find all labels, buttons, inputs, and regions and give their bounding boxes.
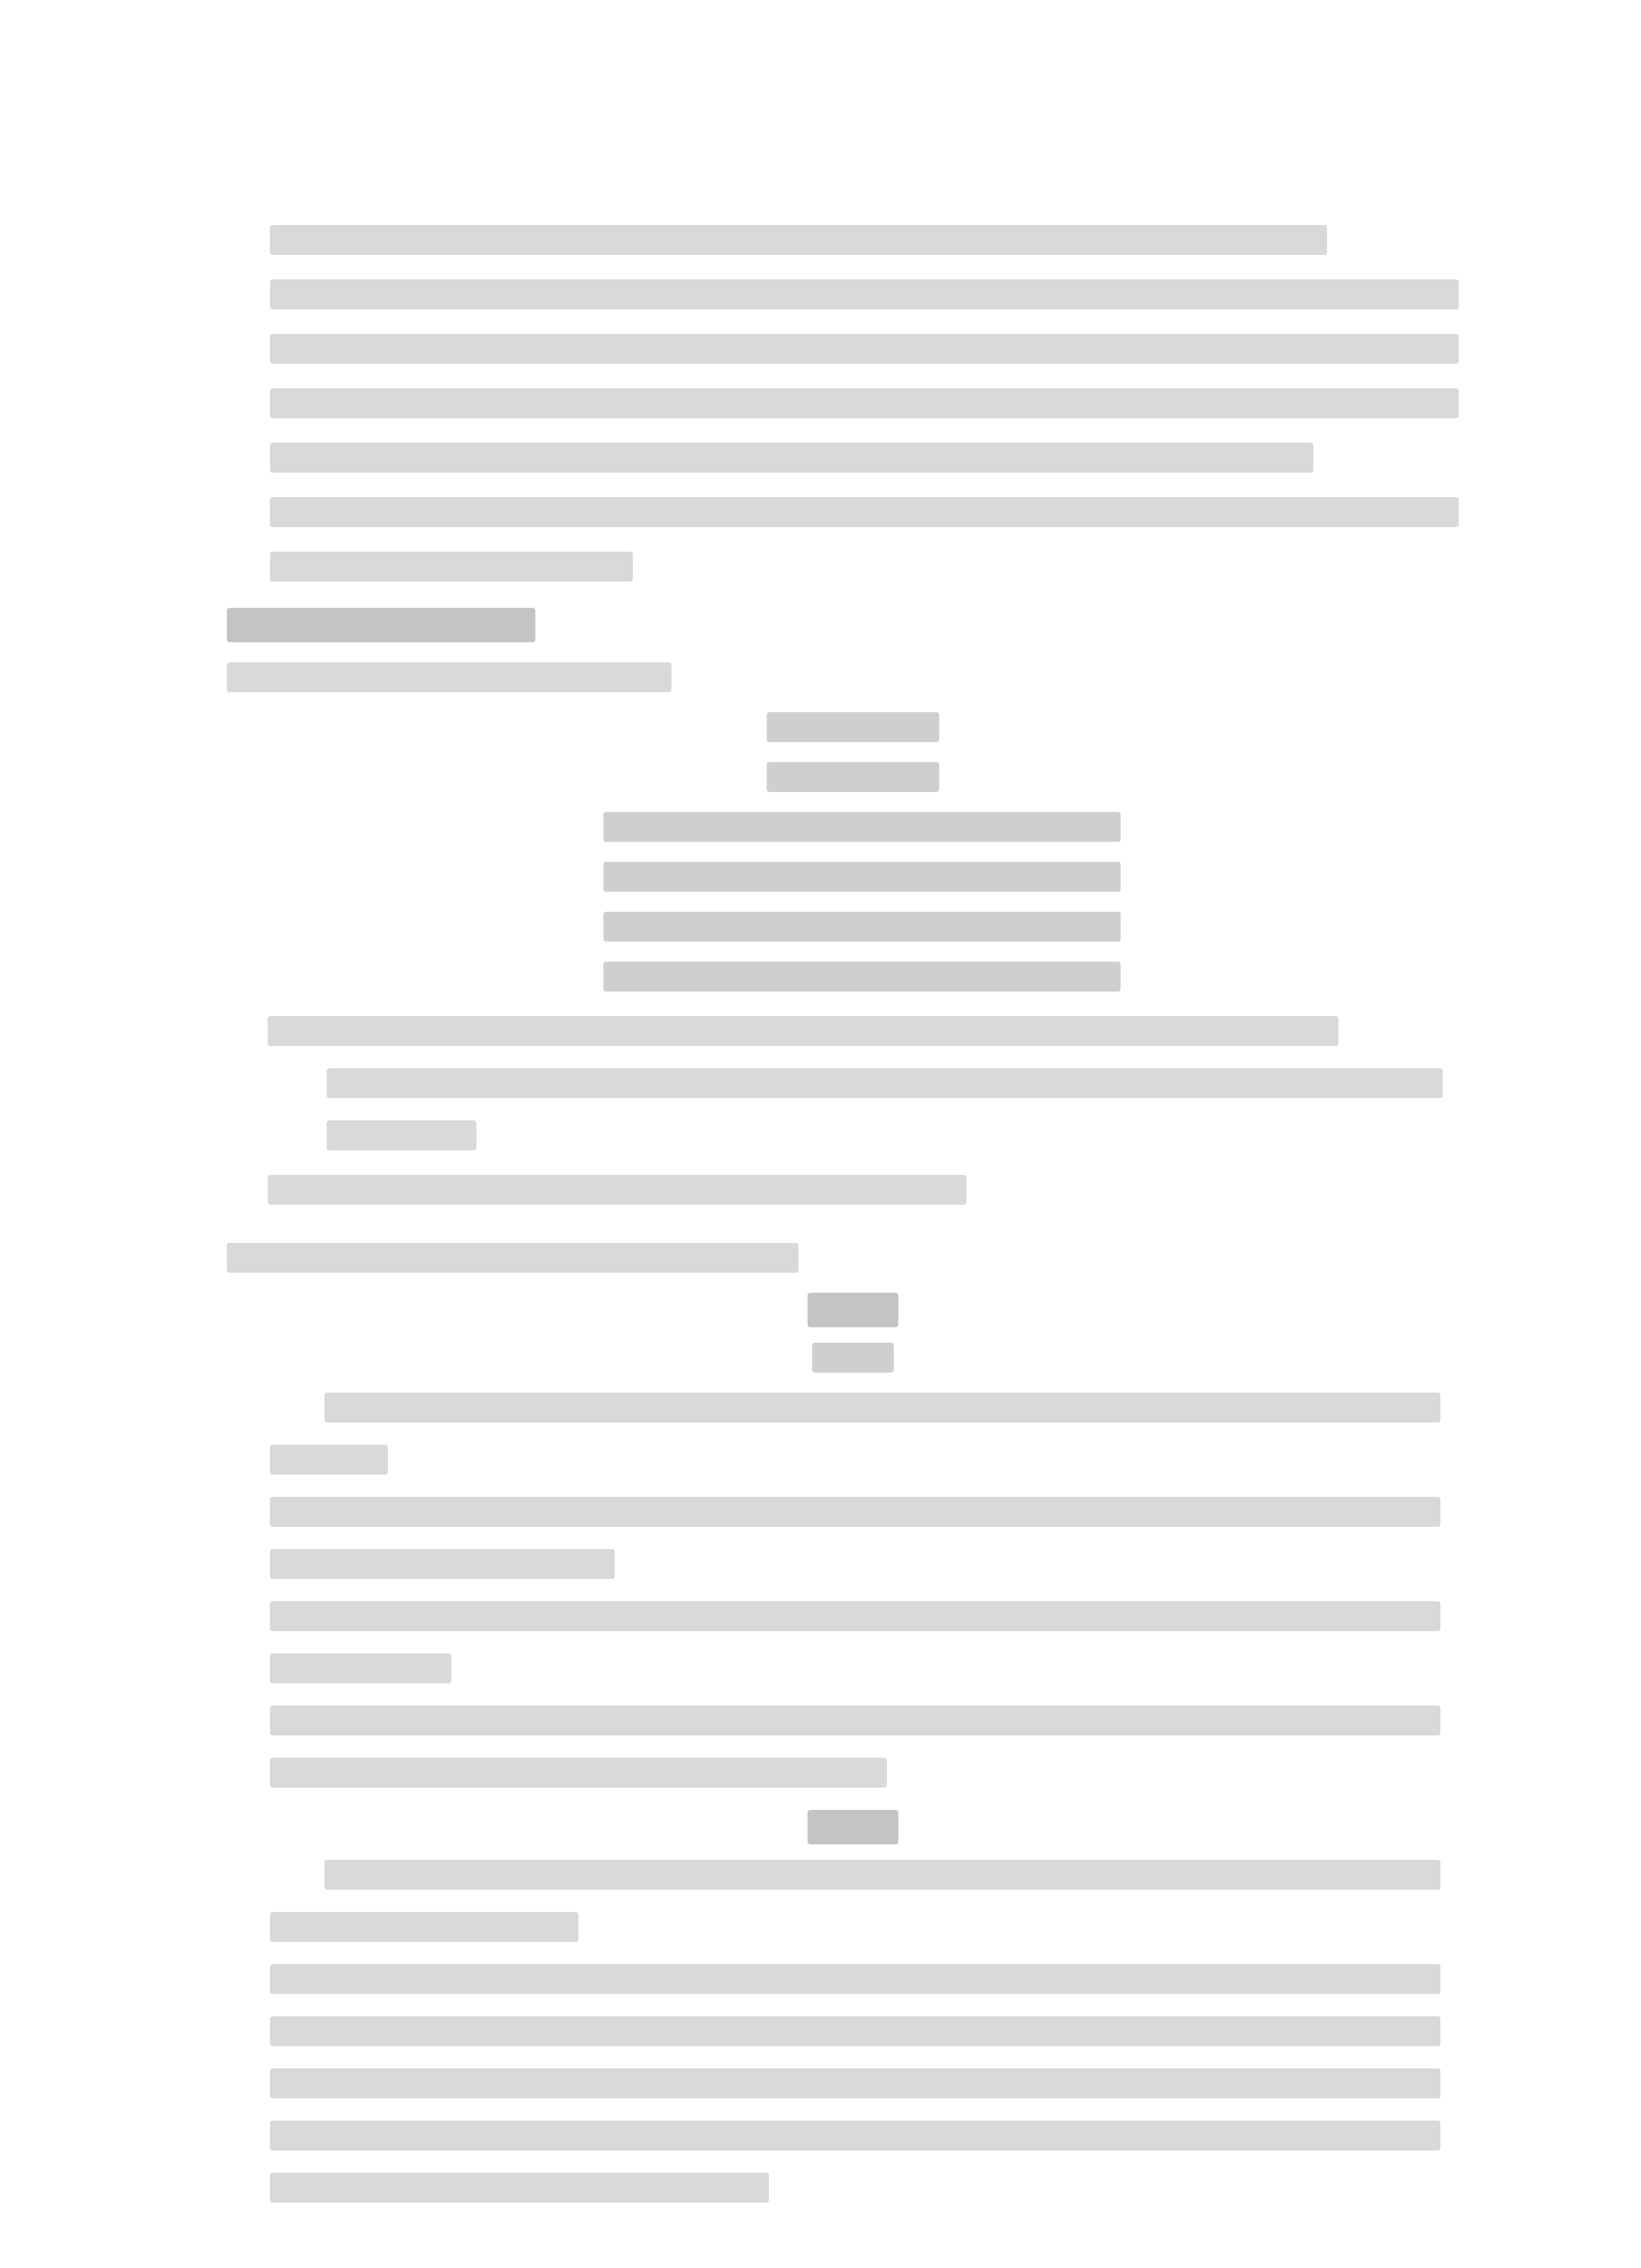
text-line [270,443,1313,473]
passage-line [270,1912,578,1942]
subquestion-line [327,1120,476,1150]
passage-label [808,1810,898,1844]
poem-line [603,862,1121,892]
passage-line [270,2121,1440,2151]
section-heading [227,608,535,642]
passage-line [270,2068,1440,2098]
question-line [227,662,671,692]
passage-label [808,1293,898,1327]
poem-line [603,812,1121,842]
poem-line [603,912,1121,942]
passage-line [270,1601,1440,1631]
passage-line [270,2173,769,2203]
passage-line [270,1964,1440,1994]
passage-line [324,1393,1440,1422]
passage-line [270,1445,388,1475]
poem-line [603,962,1121,992]
subquestion-line [327,1068,1443,1098]
passage-line [270,1758,887,1788]
passage-line [270,1653,451,1683]
subquestion-line [268,1175,966,1205]
passage-line [270,2016,1440,2046]
text-line [270,334,1459,364]
subquestion-line [268,1016,1338,1046]
passage-line [270,1706,1440,1735]
passage-line [270,1497,1440,1527]
question-line [227,1243,798,1273]
passage-title [812,1343,894,1373]
text-line [270,552,633,582]
text-line [270,497,1459,527]
poem-author [767,762,939,792]
passage-line [324,1860,1440,1890]
poem-title [767,712,939,742]
text-line [270,279,1459,309]
passage-line [270,1549,615,1579]
text-line [270,388,1459,418]
text-line [270,225,1327,255]
